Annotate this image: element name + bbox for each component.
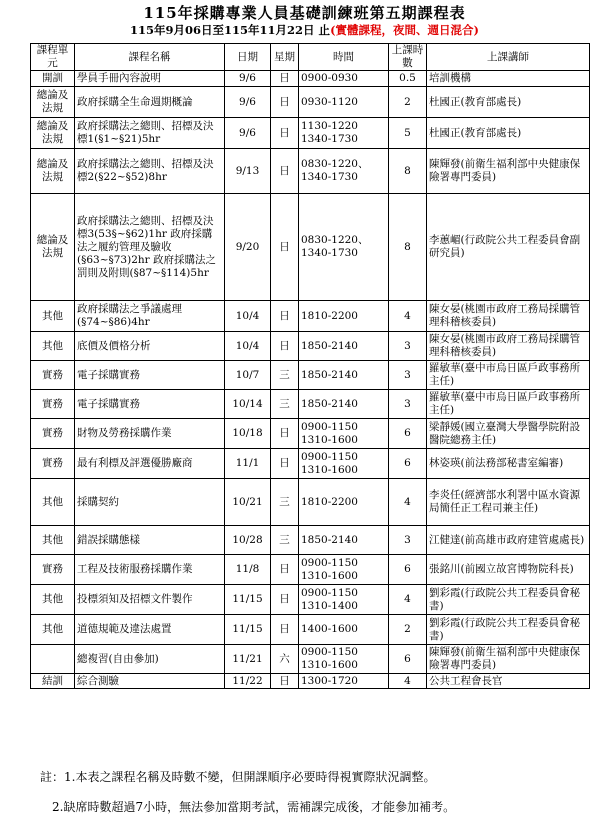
row-course: 電子採購實務 [75, 361, 225, 390]
row-hours: 2 [389, 87, 427, 118]
table-row [31, 479, 590, 526]
row-time: 0900-0930 [299, 71, 389, 87]
row-hours: 2 [389, 615, 427, 645]
row-course: 最有利標及評選優勝廠商 [75, 449, 225, 479]
row-hours: 5 [389, 118, 427, 149]
col-header-weekday: 星期 [271, 44, 299, 71]
row-unit [31, 645, 75, 674]
row-unit: 總論及法規 [31, 87, 75, 118]
row-instructor: 杜國正(教育部處長) [427, 118, 590, 149]
table-row [31, 332, 590, 361]
row-hours: 4 [389, 301, 427, 332]
row-instructor: 公共工程會長官 [427, 674, 590, 689]
row-weekday: 日 [271, 332, 299, 361]
row-unit: 實務 [31, 449, 75, 479]
row-date: 9/6 [225, 71, 271, 87]
row-date: 11/15 [225, 615, 271, 645]
row-hours: 6 [389, 449, 427, 479]
row-time: 1850-2140 [299, 526, 389, 555]
row-time: 1810-2200 [299, 479, 389, 526]
table-row [31, 87, 590, 118]
row-unit: 其他 [31, 585, 75, 615]
row-time: 1850-2140 [299, 361, 389, 390]
row-weekday: 日 [271, 301, 299, 332]
row-unit: 總論及法規 [31, 118, 75, 149]
table-row [31, 71, 590, 87]
col-header-time: 時間 [299, 44, 389, 71]
row-unit: 其他 [31, 615, 75, 645]
row-date: 10/28 [225, 526, 271, 555]
table-row [31, 645, 590, 674]
row-course: 學員手冊內容說明 [75, 71, 225, 87]
row-time: 0900-1150 1310-1400 [299, 585, 389, 615]
row-date: 10/4 [225, 332, 271, 361]
row-instructor: 陳女晏(桃園市政府工務局採購管理科稽核委員) [427, 332, 590, 361]
col-header-date: 日期 [225, 44, 271, 71]
note-2: 2.缺席時數超過7小時，無法參加當期考試，需補課完成後，才能參加補考。 [52, 800, 456, 814]
row-course: 政府採購法之爭議處理(§74~§86)4hr [75, 301, 225, 332]
table-row [31, 526, 590, 555]
row-weekday: 六 [271, 645, 299, 674]
row-course: 底價及價格分析 [75, 332, 225, 361]
row-date: 9/20 [225, 194, 271, 301]
row-time: 1130-1220 1340-1730 [299, 118, 389, 149]
table-row [31, 361, 590, 390]
table-row [31, 674, 590, 689]
row-unit: 總論及法規 [31, 149, 75, 194]
row-course: 工程及技術服務採購作業 [75, 555, 225, 585]
row-date: 10/14 [225, 390, 271, 419]
table-row [31, 390, 590, 419]
row-instructor: 李炎任(經濟部水利署中區水資源局簡任正工程司兼主任) [427, 479, 590, 526]
row-time: 0900-1150 1310-1600 [299, 449, 389, 479]
row-unit: 實務 [31, 419, 75, 449]
row-weekday: 日 [271, 615, 299, 645]
row-time: 1850-2140 [299, 332, 389, 361]
row-weekday: 日 [271, 149, 299, 194]
row-date: 9/6 [225, 118, 271, 149]
row-hours: 4 [389, 674, 427, 689]
row-weekday: 日 [271, 449, 299, 479]
row-course: 錯誤採購態樣 [75, 526, 225, 555]
row-weekday: 日 [271, 419, 299, 449]
row-unit: 實務 [31, 555, 75, 585]
row-unit: 總論及法規 [31, 194, 75, 301]
row-weekday: 日 [271, 585, 299, 615]
row-instructor: 林姿瑛(前法務部秘書室編審) [427, 449, 590, 479]
row-instructor: 陳女晏(桃園市政府工務局採購管理科稽核委員) [427, 301, 590, 332]
table-header-row [31, 44, 590, 71]
row-unit: 其他 [31, 526, 75, 555]
row-hours: 6 [389, 555, 427, 585]
col-header-hours: 上課時數 [389, 44, 427, 71]
row-date: 9/6 [225, 87, 271, 118]
table-row [31, 615, 590, 645]
row-weekday: 三 [271, 390, 299, 419]
row-date: 11/15 [225, 585, 271, 615]
row-date: 11/8 [225, 555, 271, 585]
note-1: 註：1.本表之課程名稱及時數不變，但開課順序必要時得視實際狀況調整。 [40, 770, 436, 784]
row-course: 道德規範及違法處置 [75, 615, 225, 645]
row-weekday: 三 [271, 479, 299, 526]
row-course: 電子採購實務 [75, 390, 225, 419]
row-weekday: 日 [271, 71, 299, 87]
table-row [31, 449, 590, 479]
table-row [31, 419, 590, 449]
row-date: 9/13 [225, 149, 271, 194]
row-course: 財物及勞務採購作業 [75, 419, 225, 449]
row-instructor: 杜國正(教育部處長) [427, 87, 590, 118]
row-course: 採購契約 [75, 479, 225, 526]
table-row [31, 118, 590, 149]
row-hours: 8 [389, 149, 427, 194]
row-date: 10/18 [225, 419, 271, 449]
row-course: 政府採購法之總則、招標及決標1(§1~§21)5hr [75, 118, 225, 149]
row-weekday: 三 [271, 526, 299, 555]
row-instructor: 陳輝發(前衛生福利部中央健康保險署專門委員) [427, 149, 590, 194]
row-instructor: 劉彩霞(行政院公共工程委員會秘書) [427, 585, 590, 615]
row-time: 1810-2200 [299, 301, 389, 332]
col-header-course: 課程名稱 [75, 44, 225, 71]
row-date: 10/7 [225, 361, 271, 390]
col-header-unit: 課程單元 [31, 44, 75, 71]
row-course: 綜合測驗 [75, 674, 225, 689]
row-unit: 實務 [31, 361, 75, 390]
row-weekday: 日 [271, 674, 299, 689]
row-unit: 結訓 [31, 674, 75, 689]
row-instructor: 培訓機構 [427, 71, 590, 87]
row-hours: 3 [389, 332, 427, 361]
table-row [31, 301, 590, 332]
table-row [31, 555, 590, 585]
row-time: 1400-1600 [299, 615, 389, 645]
row-time: 0900-1150 1310-1600 [299, 419, 389, 449]
row-date: 10/4 [225, 301, 271, 332]
row-hours: 0.5 [389, 71, 427, 87]
row-instructor: 張銘川(前國立故宮博物院科長) [427, 555, 590, 585]
row-instructor: 梁靜媛(國立臺灣大學醫學院附設醫院總務主任) [427, 419, 590, 449]
row-unit: 其他 [31, 301, 75, 332]
row-hours: 3 [389, 526, 427, 555]
row-instructor: 羅敏華(臺中市烏日區戶政事務所主任) [427, 390, 590, 419]
date-range: 115年9月06日至115年11月22日 止 [130, 23, 331, 37]
row-hours: 3 [389, 390, 427, 419]
row-hours: 8 [389, 194, 427, 301]
row-unit: 開訓 [31, 71, 75, 87]
col-header-instructor: 上課講師 [427, 44, 590, 71]
row-date: 10/21 [225, 479, 271, 526]
row-weekday: 日 [271, 555, 299, 585]
row-instructor: 陳輝發(前衛生福利部中央健康保險署專門委員) [427, 645, 590, 674]
table-row [31, 585, 590, 615]
row-weekday: 日 [271, 87, 299, 118]
row-unit: 實務 [31, 390, 75, 419]
row-date: 11/21 [225, 645, 271, 674]
row-time: 0830-1220、1340-1730 [299, 149, 389, 194]
row-time: 1850-2140 [299, 390, 389, 419]
row-course: 政府採購全生命週期概論 [75, 87, 225, 118]
page-subtitle [0, 22, 609, 38]
row-time: 0830-1220、1340-1730 [299, 194, 389, 301]
row-instructor: 江健達(前高雄市政府建管處處長) [427, 526, 590, 555]
row-course: 政府採購法之總則、招標及決標2(§22~§52)8hr [75, 149, 225, 194]
row-course: 投標須知及招標文件製作 [75, 585, 225, 615]
row-date: 11/1 [225, 449, 271, 479]
page-title: 115年採購專業人員基礎訓練班第五期課程表 [143, 4, 466, 22]
row-time: 0900-1150 1310-1600 [299, 555, 389, 585]
row-hours: 6 [389, 645, 427, 674]
row-instructor: 劉彩霞(行政院公共工程委員會秘書) [427, 615, 590, 645]
row-hours: 4 [389, 585, 427, 615]
row-unit: 其他 [31, 332, 75, 361]
row-weekday: 日 [271, 118, 299, 149]
row-course: 總複習(自由參加) [75, 645, 225, 674]
row-date: 11/22 [225, 674, 271, 689]
mode-note: (實體課程，夜間、週日混合) [330, 23, 479, 37]
row-course: 政府採購法之總則、招標及決標3(53§~§62)1hr 政府採購法之履約管理及驗收(§63~§73)2hr 政府採購法之罰則及附則(§87~§114)5hr [75, 194, 225, 301]
table-row [31, 149, 590, 194]
row-hours: 4 [389, 479, 427, 526]
row-hours: 6 [389, 419, 427, 449]
row-unit: 其他 [31, 479, 75, 526]
table-row [31, 194, 590, 301]
row-time: 0930-1120 [299, 87, 389, 118]
row-time: 0900-1150 1310-1600 [299, 645, 389, 674]
row-weekday: 日 [271, 194, 299, 301]
row-instructor: 李蕙嵋(行政院公共工程委員會副研究員) [427, 194, 590, 301]
row-weekday: 三 [271, 361, 299, 390]
row-instructor: 羅敏華(臺中市烏日區戶政事務所主任) [427, 361, 590, 390]
schedule-table [30, 43, 590, 689]
row-time: 1300-1720 [299, 674, 389, 689]
row-hours: 3 [389, 361, 427, 390]
